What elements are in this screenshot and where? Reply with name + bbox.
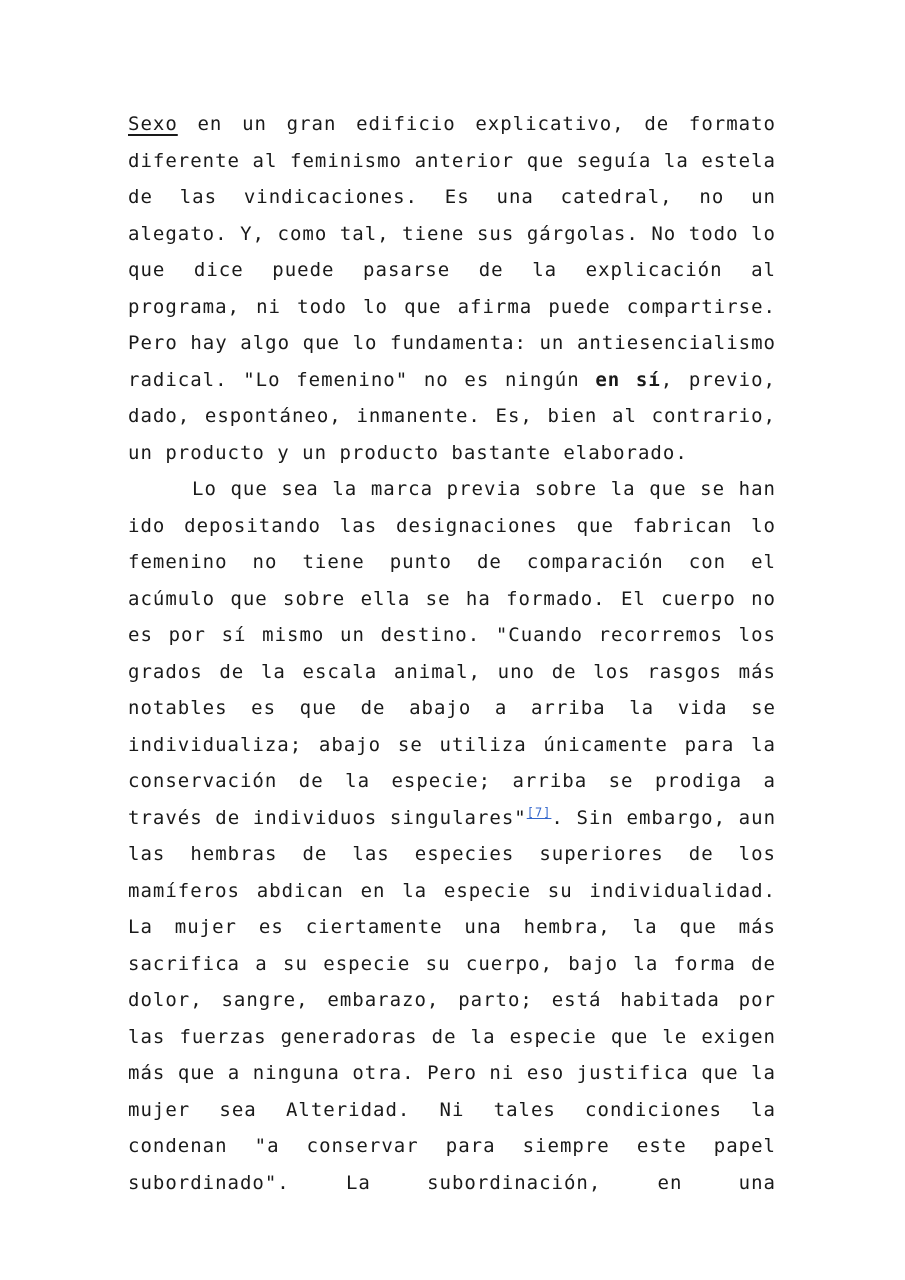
- bold-phrase: en sí: [595, 368, 661, 391]
- page-text-content: [128, 106, 776, 1201]
- paragraph-2-text-b: . Sin embargo, aun las hembras de las especies superiores de los mamíferos abdican en la especie su individualidad. La mujer es ciertamente una hembra, la que más sacrifica a su especie su cuerpo, bajo la forma de dolor, sangre, embarazo, parto; está habitada por las fuerzas generadoras de la especie que le exigen más que a ninguna otra. Pero ni eso justifica que la mujer sea Alteridad. Ni tales condiciones la condenan "a conservar para siempre este papel subordinado". La subordinación, en una: [128, 806, 777, 1194]
- underlined-term: Sexo: [128, 113, 178, 135]
- paragraph-1-text-a: en un gran edificio explicativo, de formato diferente al feminismo anterior que seguía la estela de las vindicaciones. Es una catedral, no un alegato. Y, como tal, tiene sus gárgolas. No todo lo que dice puede pasarse de la explicación al programa, ni todo lo que afirma puede compartirse. Pero hay algo que lo fundamenta: un antiesencialismo radical. "Lo femenino" no es ningún: [128, 113, 776, 391]
- paragraph-2-text-a: Lo que sea la marca previa sobre la que se han ido depositando las designaciones que fabrican lo femenino no tiene punto de comparación con el acúmulo que sobre ella se ha formado. El cuerpo no es por sí mismo un destino. "Cuando recorremos los grados de la escala animal, uno de los rasgos más notables es que de abajo a arriba la vida se individualiza; abajo se utiliza únicamente para la conservación de la especie; arriba se prodiga a través de individuos singulares": [128, 478, 776, 829]
- paragraph-1-text-b: , previo, dado, espontáneo, inmanente. Es, bien al contrario, un producto y un producto bastante elaborado.: [128, 368, 776, 464]
- footnote-link-7[interactable]: [7]: [526, 805, 552, 820]
- paragraph-1: [128, 106, 776, 471]
- paragraph-2: [128, 471, 776, 1201]
